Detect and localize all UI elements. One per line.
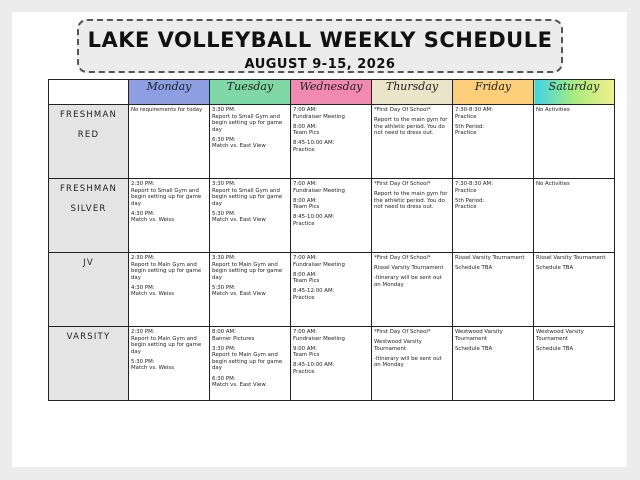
schedule-cell-wednesday [291, 105, 372, 179]
cell-line: Report to Small Gym and begin setting up for game day [212, 187, 283, 207]
cell-line: Practice [455, 130, 477, 137]
cell-line: Match vs. East View [212, 217, 266, 224]
cell-paragraph [455, 198, 531, 211]
cell-line: Report to Main Gym and begin setting up for game day [131, 261, 202, 281]
page-subtitle: AUGUST 9-15, 2026 [244, 57, 396, 72]
schedule-cell-wednesday [291, 179, 372, 253]
cell-line: Westwood Varsity Tournament [455, 329, 503, 342]
cell-paragraph [131, 211, 207, 224]
cell-content [129, 327, 209, 372]
cell-line: 8:00 AM: [212, 329, 236, 335]
schedule-cell-wednesday [291, 327, 372, 401]
cell-paragraph [212, 107, 288, 133]
cell-paragraph [374, 356, 450, 369]
cell-line: Team Pics [293, 352, 320, 359]
cell-line: No requirements for today [131, 107, 203, 113]
team-label-cell [49, 105, 129, 179]
schedule-cell-tuesday [210, 105, 291, 179]
cell-content [372, 105, 452, 137]
cell-content [534, 327, 614, 352]
cell-paragraph [131, 107, 207, 114]
cell-line: Rissel Varsity Tournament [455, 255, 525, 261]
team-label: FRESHMAN [59, 184, 118, 194]
cell-paragraph [374, 339, 450, 352]
cell-line: Match vs. Weiss [131, 365, 175, 372]
cell-line: 2:30 PM: [131, 181, 155, 187]
cell-line: Rissel Varsity Tournament [536, 255, 606, 261]
cell-line: Rissel Varsity Tournament [374, 265, 444, 272]
cell-content [210, 327, 290, 389]
schedule-cell-saturday [534, 179, 615, 253]
cell-line: Report to the main gym for the athletic period. You do not need to dress out. [374, 191, 448, 211]
cell-paragraph [536, 255, 612, 262]
cell-paragraph [212, 255, 288, 281]
cell-line: 8:00 AM: [293, 123, 317, 130]
cell-line: 9:00 AM: [293, 345, 317, 352]
cell-content [291, 105, 371, 154]
cell-line: Practice [293, 368, 315, 375]
cell-line: 7:00 AM: [293, 181, 317, 187]
day-header-wednesday: Wednesday [291, 80, 372, 105]
cell-line: Schedule TBA [536, 345, 574, 352]
cell-line: 8:45-10:00 AM: [293, 214, 335, 221]
schedule-row [49, 179, 615, 253]
cell-paragraph [131, 359, 207, 372]
cell-content [210, 179, 290, 224]
cell-paragraph [536, 329, 612, 342]
schedule-cell-tuesday [210, 179, 291, 253]
cell-content [129, 179, 209, 224]
cell-content [291, 179, 371, 228]
team-label: FRESHMAN [59, 110, 118, 120]
schedule-cell-monday [129, 253, 210, 327]
cell-paragraph [212, 346, 288, 372]
cell-paragraph [455, 265, 531, 272]
cell-content [210, 105, 290, 150]
schedule-cell-friday [453, 253, 534, 327]
cell-content [534, 105, 614, 114]
cell-line: *First Day Of School* [374, 107, 431, 113]
cell-line: 8:45-10:00 AM: [293, 140, 335, 147]
cell-line: 7:00 AM: [293, 255, 317, 261]
cell-line: Fundraiser Meeting [293, 113, 345, 120]
schedule-cell-saturday [534, 105, 615, 179]
cell-line: 7:00 AM: [293, 107, 317, 113]
cell-paragraph [293, 140, 369, 153]
cell-content [534, 253, 614, 272]
cell-line: Match vs. East View [212, 382, 266, 389]
schedule-cell-saturday [534, 253, 615, 327]
schedule-row [49, 105, 615, 179]
cell-paragraph [131, 329, 207, 355]
cell-paragraph [212, 285, 288, 298]
day-header-row [49, 80, 615, 105]
cell-paragraph [293, 288, 369, 301]
schedule-cell-friday [453, 327, 534, 401]
cell-line: Practice [455, 187, 477, 194]
cell-line: 8:45-12:00 AM: [293, 288, 335, 295]
cell-line: 2:30 PM: [131, 255, 155, 261]
cell-line: Westwood Varsity Tournament [374, 339, 422, 352]
cell-line: Match vs. Weiss [131, 291, 175, 298]
cell-line: *First Day Of School* [374, 255, 431, 261]
cell-line: 7:30-8:30 AM: [455, 181, 494, 187]
team-label: RED [77, 130, 100, 140]
cell-line: Schedule TBA [455, 265, 493, 272]
cell-line: Practice [293, 146, 315, 153]
team-label: JV [83, 258, 94, 268]
cell-paragraph [212, 181, 288, 207]
cell-content [372, 253, 452, 288]
cell-line: 2:30 PM: [131, 329, 155, 335]
cell-line: 5:30 PM: [212, 284, 236, 291]
cell-content [453, 253, 533, 272]
cell-paragraph [293, 272, 369, 285]
schedule-body [49, 105, 615, 401]
schedule-cell-monday [129, 105, 210, 179]
cell-content [372, 179, 452, 211]
schedule-cell-saturday [534, 327, 615, 401]
cell-paragraph [212, 376, 288, 389]
schedule-cell-tuesday [210, 327, 291, 401]
schedule-cell-monday [129, 179, 210, 253]
cell-line: No Activities [536, 181, 570, 187]
corner-cell [49, 80, 129, 105]
cell-line: Schedule TBA [536, 265, 574, 272]
cell-line: 7:30-8:30 AM: [455, 107, 494, 113]
cell-content [453, 179, 533, 211]
cell-line: 5th Period: [455, 197, 485, 204]
cell-line: 6:30 PM: [212, 375, 236, 382]
cell-paragraph [212, 211, 288, 224]
team-label-cell [49, 179, 129, 253]
cell-line: 4:30 PM: [131, 210, 155, 217]
cell-line: Report to Main Gym and begin setting up for game day [131, 335, 202, 355]
cell-paragraph [131, 255, 207, 281]
cell-line: 8:00 AM: [293, 271, 317, 278]
cell-paragraph [374, 191, 450, 211]
cell-line: Report to Small Gym and begin setting up for game day [212, 113, 283, 133]
cell-paragraph [212, 329, 288, 342]
cell-paragraph [455, 107, 531, 120]
cell-line: Report to the main gym for the athletic period. You do not need to dress out. [374, 117, 448, 137]
day-header-saturday: Saturday [534, 80, 615, 105]
cell-paragraph [536, 346, 612, 353]
schedule-table [48, 79, 615, 401]
cell-paragraph [293, 181, 369, 194]
schedule-cell-wednesday [291, 253, 372, 327]
cell-line: Schedule TBA [455, 345, 493, 352]
cell-line: Practice [455, 113, 477, 120]
team-label: VARSITY [66, 332, 111, 342]
cell-line: Report to Small Gym and begin setting up for game day [131, 187, 202, 207]
cell-paragraph [455, 329, 531, 342]
cell-paragraph [293, 198, 369, 211]
cell-line: Match vs. East View [212, 143, 266, 150]
cell-content [372, 327, 452, 369]
cell-line: 5:30 PM: [131, 358, 155, 365]
cell-line: Westwood Varsity Tournament [536, 329, 584, 342]
cell-paragraph [455, 346, 531, 353]
cell-line: Practice [293, 294, 315, 301]
cell-paragraph [374, 255, 450, 262]
schedule-cell-friday [453, 179, 534, 253]
cell-line: 3:30 PM: [212, 345, 236, 352]
cell-paragraph [131, 181, 207, 207]
cell-content [534, 179, 614, 188]
cell-line: 3:30 PM: [212, 181, 236, 187]
cell-paragraph [293, 124, 369, 137]
cell-paragraph [455, 181, 531, 194]
cell-line: Banner Pictures [212, 335, 255, 342]
day-header-friday: Friday [453, 80, 534, 105]
cell-paragraph [293, 362, 369, 375]
cell-content [291, 253, 371, 302]
cell-paragraph [131, 285, 207, 298]
cell-line: Practice [293, 220, 315, 227]
cell-line: 3:30 PM: [212, 107, 236, 113]
cell-paragraph [293, 346, 369, 359]
schedule-cell-thursday [372, 253, 453, 327]
cell-paragraph [536, 265, 612, 272]
cell-paragraph [293, 214, 369, 227]
cell-line: Fundraiser Meeting [293, 335, 345, 342]
cell-line: Fundraiser Meeting [293, 261, 345, 268]
cell-line: -Itinerary will be sent out on Monday [374, 275, 442, 288]
cell-paragraph [293, 107, 369, 120]
team-label: SILVER [70, 204, 107, 214]
cell-paragraph [455, 124, 531, 137]
schedule-row [49, 327, 615, 401]
day-header-tuesday: Tuesday [210, 80, 291, 105]
schedule-cell-thursday [372, 179, 453, 253]
cell-line: *First Day Of School* [374, 329, 431, 335]
page-title: LAKE VOLLEYBALL WEEKLY SCHEDULE [87, 28, 553, 52]
cell-line: Fundraiser Meeting [293, 187, 345, 194]
cell-line: 8:00 AM: [293, 197, 317, 204]
cell-line: Team Pics [293, 278, 320, 285]
cell-line: 5th Period: [455, 123, 485, 130]
cell-line: 3:30 PM: [212, 255, 236, 261]
cell-line: No Activities [536, 107, 570, 113]
schedule-cell-tuesday [210, 253, 291, 327]
cell-paragraph [455, 255, 531, 262]
cell-content [210, 253, 290, 298]
schedule-row [49, 253, 615, 327]
day-header-monday: Monday [129, 80, 210, 105]
cell-paragraph [374, 329, 450, 336]
cell-line: 4:30 PM: [131, 284, 155, 291]
schedule-cell-monday [129, 327, 210, 401]
cell-content [129, 105, 209, 114]
cell-line: 7:00 AM: [293, 329, 317, 335]
cell-paragraph [374, 275, 450, 288]
day-header-thursday: Thursday [372, 80, 453, 105]
cell-line: Report to Main Gym and begin setting up for game day [212, 352, 283, 372]
schedule-cell-thursday [372, 327, 453, 401]
team-label-cell [49, 327, 129, 401]
team-label-cell [49, 253, 129, 327]
cell-line: 5:30 PM: [212, 210, 236, 217]
cell-line: *First Day Of School* [374, 181, 431, 187]
cell-line: 6:30 PM: [212, 136, 236, 143]
cell-line: -Itinerary will be sent out on Monday [374, 355, 442, 369]
cell-paragraph [293, 329, 369, 342]
cell-paragraph [536, 107, 612, 114]
cell-content [453, 327, 533, 352]
cell-line: Match vs. East View [212, 291, 266, 298]
cell-paragraph [374, 181, 450, 188]
cell-paragraph [293, 255, 369, 268]
cell-line: 8:45-10:00 AM: [293, 362, 335, 369]
cell-line: Team Pics [293, 130, 320, 137]
cell-paragraph [374, 265, 450, 272]
schedule-cell-thursday [372, 105, 453, 179]
cell-paragraph [536, 181, 612, 188]
cell-content [291, 327, 371, 376]
schedule-cell-friday [453, 105, 534, 179]
cell-content [129, 253, 209, 298]
cell-line: Team Pics [293, 204, 320, 211]
cell-content [453, 105, 533, 137]
cell-line: Report to Main Gym and begin setting up for game day [212, 261, 283, 281]
cell-line: Match vs. Weiss [131, 217, 175, 224]
cell-paragraph [374, 107, 450, 114]
cell-paragraph [212, 137, 288, 150]
cell-paragraph [374, 117, 450, 137]
cell-line: Practice [455, 204, 477, 211]
